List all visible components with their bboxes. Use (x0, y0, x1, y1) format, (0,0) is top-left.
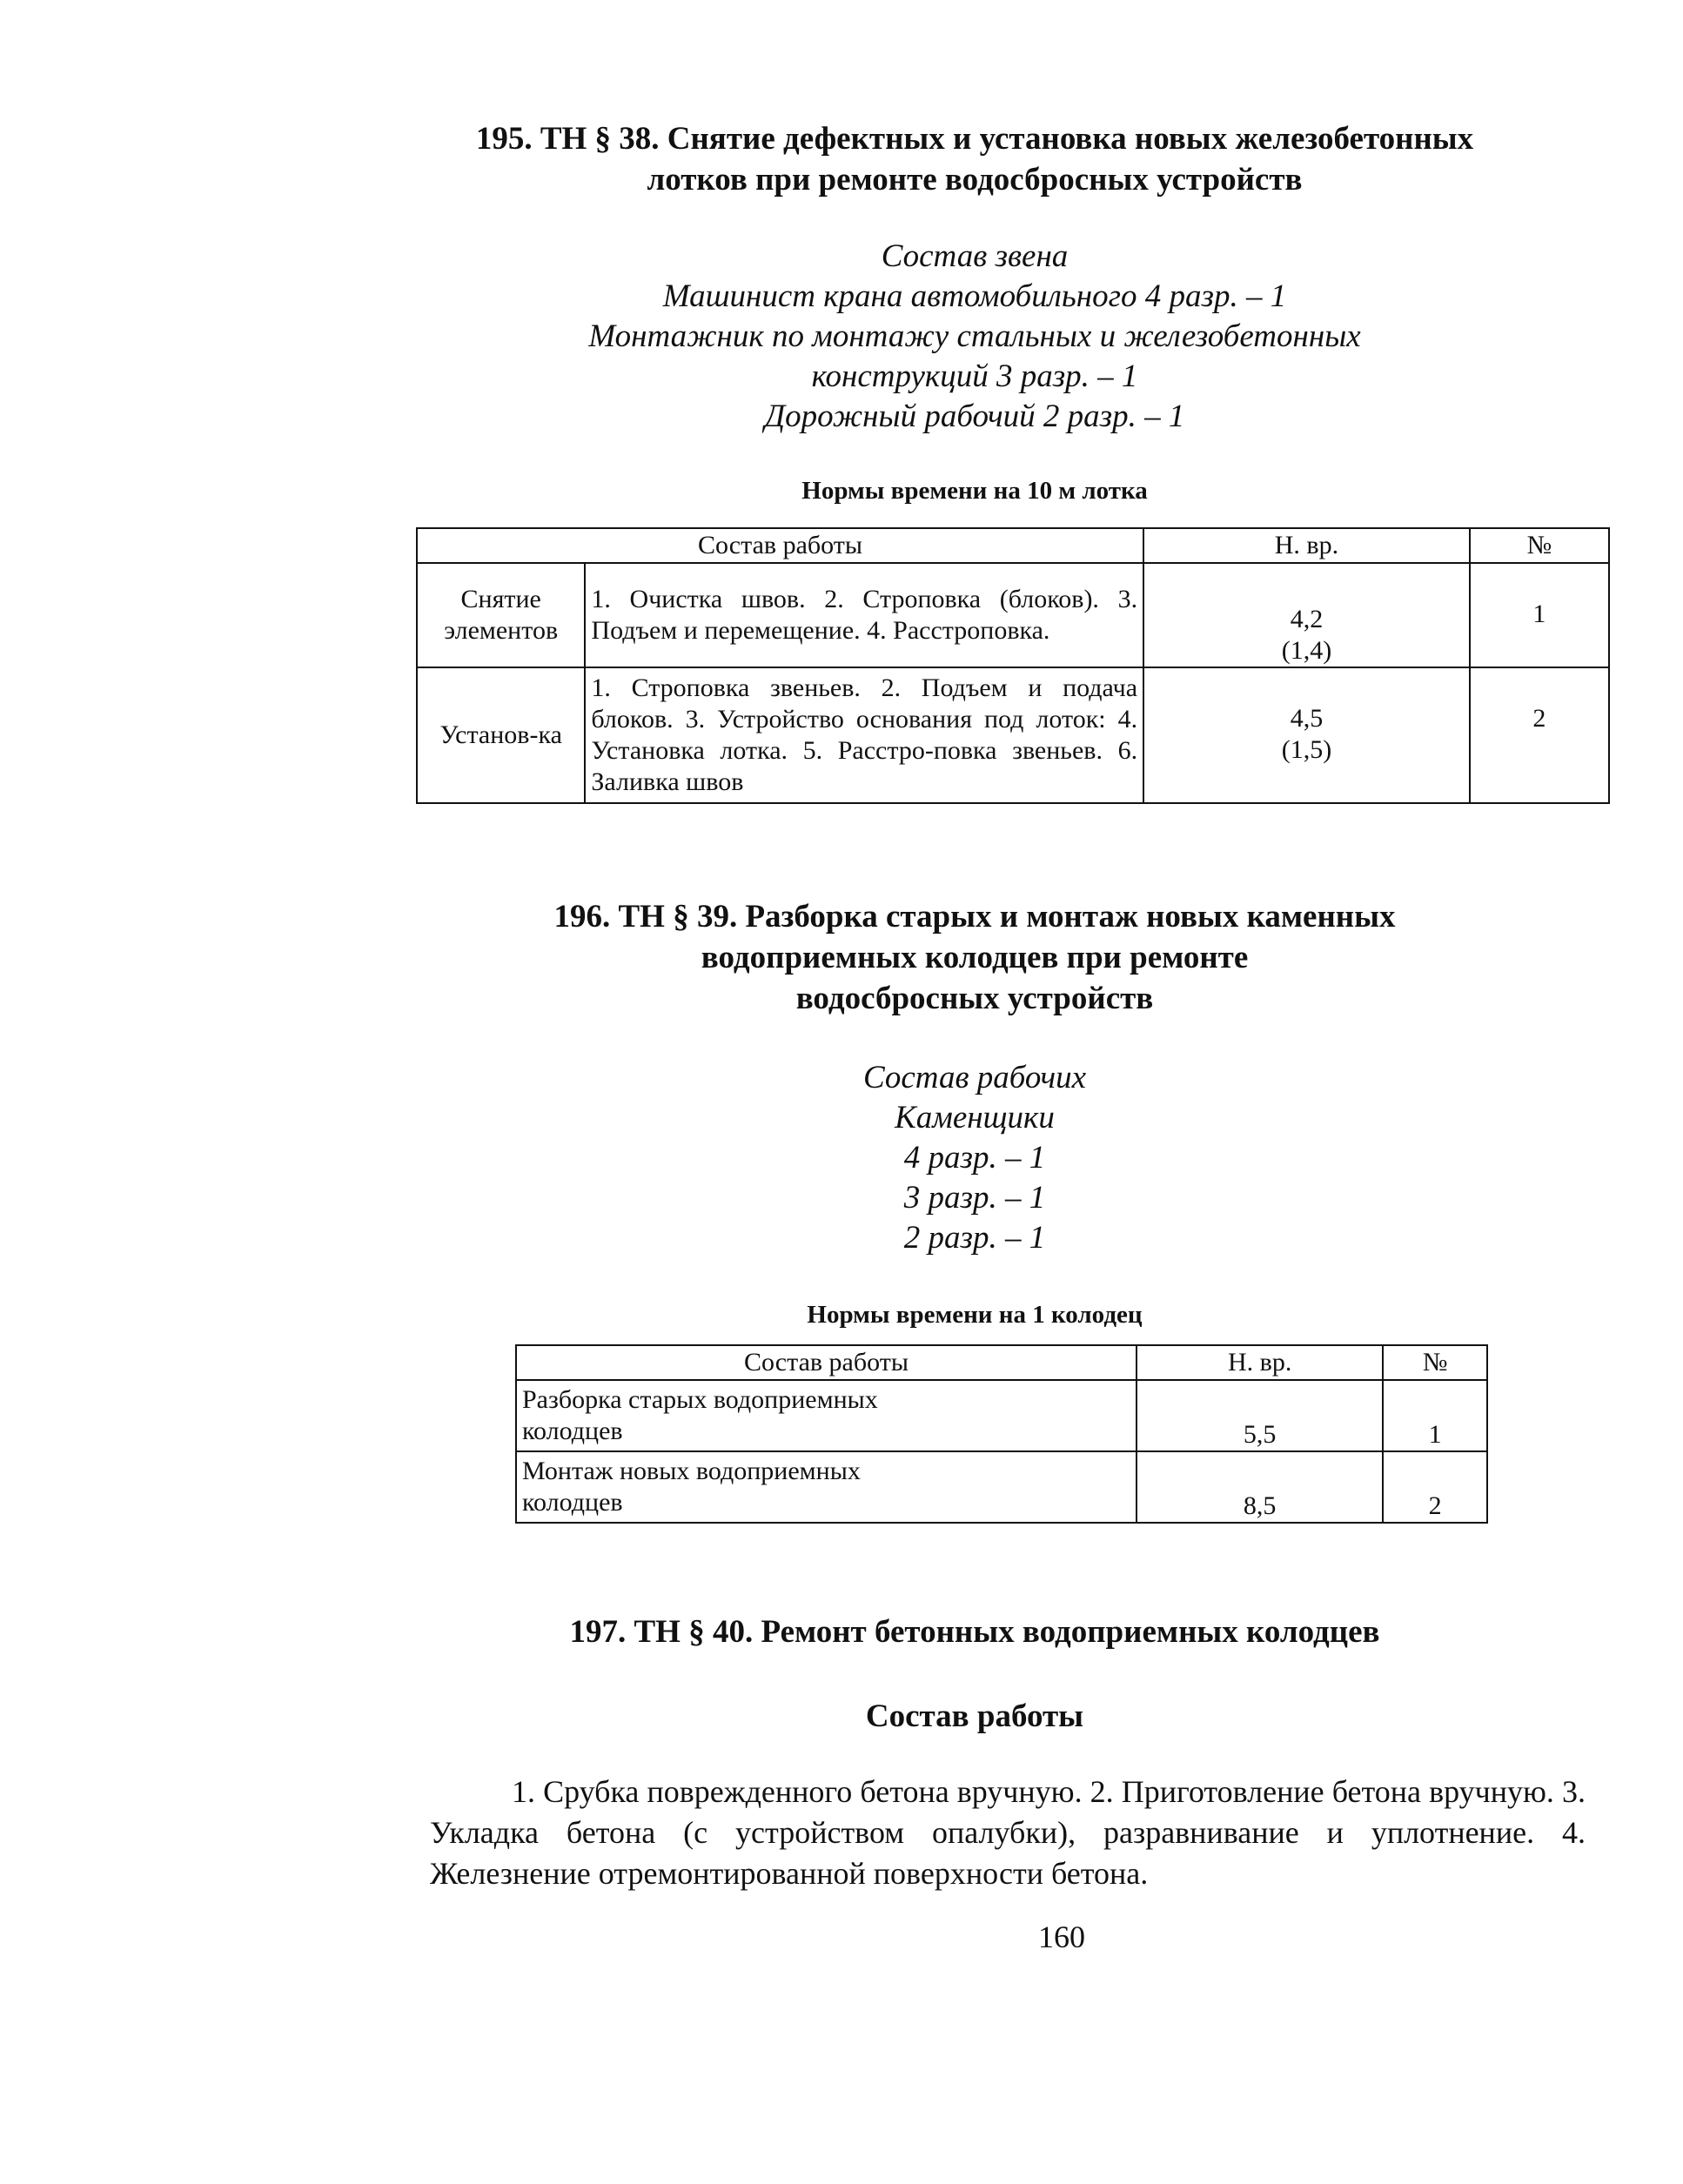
row-number: 1 (1470, 563, 1609, 667)
crew-line: 4 разр. – 1 (903, 1140, 1046, 1176)
section-197-subtitle: Состав работы (865, 1698, 1084, 1734)
table-row (516, 1451, 1487, 1523)
norms-table-195 (416, 527, 1610, 804)
time-sub-value: (1,4) (1281, 636, 1332, 665)
table-header-row (417, 528, 1609, 563)
row-number: 1 (1383, 1380, 1487, 1451)
crew-line: 2 разр. – 1 (903, 1220, 1046, 1256)
crew-heading: Состав рабочих (862, 1060, 1087, 1095)
header-time: Н. вр. (1137, 1345, 1383, 1380)
time-sub-value: (1,5) (1281, 735, 1332, 764)
row-time: 8,5 (1137, 1451, 1383, 1523)
row-work: Монтаж новых водоприемных колодцев (516, 1451, 1137, 1523)
row-name: Установ-ка (417, 667, 585, 803)
page-number: 160 (1038, 1919, 1085, 1954)
row-work: Разборка старых водоприемных колодцев (516, 1380, 1137, 1451)
header-work: Состав работы (516, 1345, 1137, 1380)
work-description-paragraph: 1. Срубка поврежденного бетона вручную. 2. Приготовление бетона вручную. 3. Укладка бетона (с устройством опалубки), разравнивание и уплотнение. 4. Железнение отремонтированной поверхности бетона. (430, 1774, 1586, 1891)
row-name: Снятие элементов (417, 563, 585, 667)
table-caption: Нормы времени на 1 колодец (807, 1301, 1143, 1329)
crew-line: Монтажник по монтажу стальных и железобетонных (588, 318, 1361, 354)
crew-line: Дорожный рабочий 2 разр. – 1 (764, 399, 1185, 434)
crew-line: Каменщики (895, 1100, 1055, 1136)
section-195-title-line2: лотков при ремонте водосбросных устройств (647, 162, 1303, 198)
time-value: 4,5 (1290, 704, 1324, 733)
time-value: 4,2 (1290, 605, 1324, 633)
section-197-title: 197. ТН § 40. Ремонт бетонных водоприемных колодцев (569, 1614, 1380, 1650)
header-number: № (1470, 528, 1609, 563)
section-195-title-line1: 195. ТН § 38. Снятие дефектных и установка новых железобетонных (475, 121, 1474, 157)
row-work: 1. Строповка звеньев. 2. Подъем и подача блоков. 3. Устройство основания под лоток: 4. Установка лотка. 5. Расстро-повка звеньев. 6. Заливка швов (585, 667, 1143, 803)
section-196-title-line2: водоприемных колодцев при ремонте (701, 940, 1249, 975)
crew-line: 3 разр. – 1 (903, 1180, 1046, 1216)
table-header-row (516, 1345, 1487, 1380)
norms-table-196 (515, 1344, 1488, 1524)
row-time (1143, 563, 1470, 667)
row-work: 1. Очистка швов. 2. Строповка (блоков). 3. Подъем и перемещение. 4. Расстроповка. (585, 563, 1143, 667)
row-time (1143, 667, 1470, 803)
row-time: 5,5 (1137, 1380, 1383, 1451)
row-number: 2 (1383, 1451, 1487, 1523)
table-caption: Нормы времени на 10 м лотка (801, 477, 1148, 505)
table-row (417, 667, 1609, 803)
crew-heading: Состав звена (881, 238, 1069, 274)
crew-line: конструкций 3 разр. – 1 (811, 358, 1138, 394)
header-time: Н. вр. (1143, 528, 1470, 563)
section-196-title-line1: 196. ТН § 39. Разборка старых и монтаж новых каменных (553, 899, 1396, 935)
row-number: 2 (1470, 667, 1609, 803)
section-196-title-line3: водосбросных устройств (795, 981, 1154, 1016)
crew-line: Машинист крана автомобильного 4 разр. – 1 (662, 278, 1287, 314)
header-work: Состав работы (417, 528, 1143, 563)
table-row (516, 1380, 1487, 1451)
table-row (417, 563, 1609, 667)
header-number: № (1383, 1345, 1487, 1380)
